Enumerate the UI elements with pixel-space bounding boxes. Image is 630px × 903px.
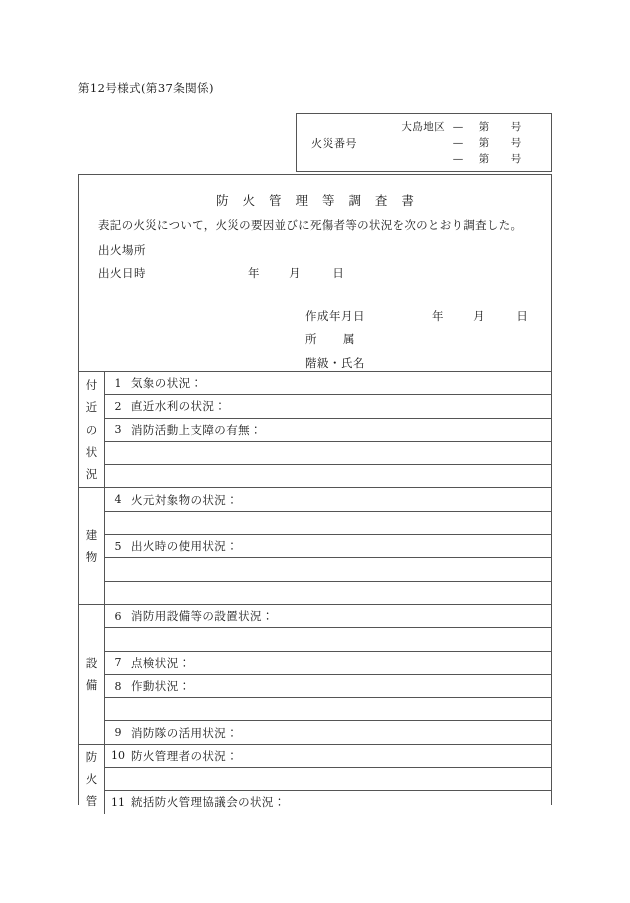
fire-number-label: 火災番号: [311, 137, 357, 150]
answer-blank-row[interactable]: [105, 511, 552, 534]
section-label-text: [79, 652, 104, 697]
item-number: 3: [114, 423, 122, 437]
item-label: 点検状況：: [131, 655, 191, 670]
survey-item-4[interactable]: [105, 488, 552, 511]
affiliation-label-a: 所: [305, 332, 317, 346]
table-row: [79, 581, 551, 604]
survey-item-3[interactable]: [105, 418, 552, 441]
fire-number-dai: 第: [478, 121, 490, 133]
table-row: [79, 511, 551, 534]
table-row: [79, 418, 551, 441]
form-number: 第12号様式(第37条関係): [78, 81, 214, 95]
table-row: [79, 768, 551, 791]
origin-year-unit: 年: [248, 266, 260, 280]
table-row: [79, 488, 551, 511]
prepared-month-unit: 月: [473, 309, 485, 323]
section-label-surroundings: [79, 372, 105, 488]
section-label-char: の: [85, 422, 98, 437]
item-label: 気象の状況：: [131, 376, 203, 391]
answer-blank-row[interactable]: [105, 768, 552, 791]
rank-and-name-label: 階級・氏名: [305, 356, 365, 370]
section-label-char: 防: [85, 749, 98, 764]
survey-item-5[interactable]: [105, 535, 552, 558]
item-number: 11: [111, 795, 125, 809]
table-row: [79, 698, 551, 721]
section-label-building: [79, 488, 105, 604]
fire-number-dash: —: [452, 153, 464, 165]
item-label: 作動状況：: [131, 679, 191, 693]
item-number: 1: [114, 376, 122, 390]
table-row: [79, 604, 551, 627]
table-row: [79, 441, 551, 464]
section-label-char: 備: [85, 678, 98, 693]
fire-number-dai: 第: [478, 153, 490, 165]
survey-item-6[interactable]: [105, 604, 552, 627]
origin-place-label: 出火場所: [98, 243, 146, 257]
lead-paragraph: 表記の火災について，火災の要因並びに死傷者等の状況を次のとおり調査した。: [98, 218, 523, 232]
table-row: [79, 721, 551, 744]
answer-blank-row[interactable]: [105, 628, 552, 651]
item-number: 2: [114, 399, 122, 413]
table-row: [79, 791, 551, 814]
section-label-char: 設: [85, 656, 98, 671]
affiliation-label-b: 属: [343, 332, 355, 346]
section-label-equipment: [79, 604, 105, 744]
fire-number-dash: —: [452, 121, 464, 133]
answer-blank-row[interactable]: [105, 465, 552, 488]
fire-number-dash: —: [452, 137, 464, 149]
origin-month-unit: 月: [289, 266, 301, 280]
origin-datetime-label: 出火日時: [98, 266, 146, 280]
fire-number-row: [383, 135, 549, 151]
item-label: 消防活動上支障の有無：: [131, 422, 262, 437]
section-label-text: [79, 746, 104, 813]
section-label-text: [79, 524, 104, 569]
table-row: [79, 628, 551, 651]
item-label: 統括防火管理協議会の状況：: [131, 795, 286, 810]
table-row: [79, 674, 551, 697]
answer-blank-row[interactable]: [105, 698, 552, 721]
survey-item-10[interactable]: [105, 744, 552, 767]
section-label-char: 管: [85, 794, 98, 809]
item-label: 火元対象物の状況：: [131, 492, 239, 507]
table-row: [79, 465, 551, 488]
survey-item-7[interactable]: [105, 651, 552, 674]
prepared-year-unit: 年: [432, 309, 444, 323]
fire-number-district: 大島地区: [401, 121, 445, 133]
survey-item-9[interactable]: [105, 721, 552, 744]
prepared-date-units: [432, 308, 528, 324]
prepared-day-unit: 日: [516, 309, 528, 323]
item-number: 6: [114, 609, 122, 623]
fire-number-gou: 号: [510, 153, 522, 165]
main-form-box: [78, 174, 552, 810]
item-label: 出火時の使用状況：: [131, 539, 239, 554]
origin-date-units: [248, 265, 344, 281]
fire-number-gou: 号: [510, 137, 522, 149]
section-label-char: 状: [85, 444, 98, 459]
item-label: 消防用設備等の設置状況：: [131, 609, 274, 624]
table-row: [79, 651, 551, 674]
fire-number-rows: [383, 119, 549, 167]
item-number: 4: [114, 493, 122, 507]
survey-items-table: [79, 371, 551, 814]
table-row: [79, 535, 551, 558]
origin-day-unit: 日: [332, 266, 344, 280]
item-number: 8: [114, 679, 122, 693]
item-number: 10: [111, 749, 125, 763]
page-title: 防 火 管 理 等 調 査 書: [216, 193, 419, 208]
section-label-char: 付: [85, 378, 98, 392]
fire-number-row: [383, 119, 549, 135]
table-row: [79, 744, 551, 767]
table-row: [79, 558, 551, 581]
item-number: 5: [114, 539, 122, 553]
section-label-text: [79, 374, 104, 485]
survey-item-8[interactable]: [105, 674, 552, 697]
fire-number-box: [296, 113, 552, 172]
prepared-date-label: 作成年月日: [305, 309, 365, 323]
survey-item-1[interactable]: [105, 372, 552, 395]
item-label: 防火管理者の状況：: [131, 748, 239, 763]
section-label-char: 近: [85, 400, 98, 415]
section-label-char: 火: [85, 772, 98, 787]
survey-item-11[interactable]: [105, 791, 552, 814]
item-label: 消防隊の活用状況：: [131, 725, 239, 740]
item-number: 9: [114, 726, 122, 740]
item-label: 直近水利の状況：: [131, 399, 227, 414]
item-number: 7: [114, 656, 122, 670]
answer-blank-row[interactable]: [105, 441, 552, 464]
fire-number-dai: 第: [478, 137, 490, 149]
survey-item-2[interactable]: [105, 395, 552, 418]
fire-number-gou: 号: [510, 121, 522, 133]
answer-blank-row[interactable]: [105, 581, 552, 604]
table-row: [79, 395, 551, 418]
table-row: [79, 372, 551, 395]
section-label-char: 建: [85, 527, 98, 542]
section-label-fire-prevention-management: [79, 744, 105, 813]
affiliation-label: [305, 331, 355, 347]
section-label-char: 物: [85, 550, 98, 565]
fire-number-row: [383, 151, 549, 167]
section-label-char: 況: [85, 467, 98, 482]
answer-blank-row[interactable]: [105, 558, 552, 581]
